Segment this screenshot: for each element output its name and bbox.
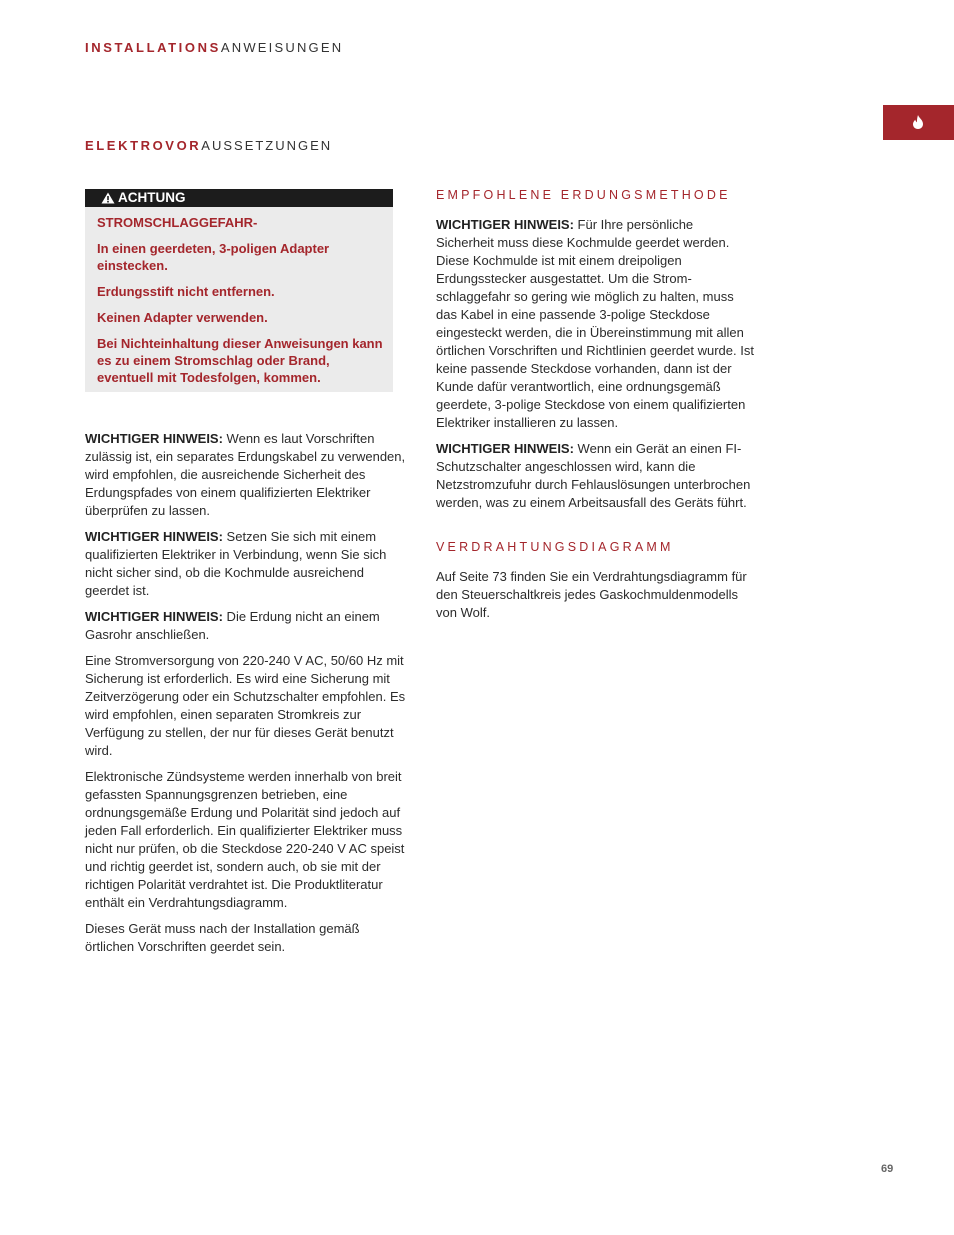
body-paragraph: Eine Stromversorgung von 220-240 V AC, 50/60 Hz mit Sicherung ist erforderlich. Es wird eine Sicherung mit Zeitverzögerung oder ein Schutzschalter empfohlen. Es wird empfohlen, einen separaten Stromkreis zur Verfügung zu stellen, der nur für dieses Gerät benutzt wird. xyxy=(85,653,406,758)
warning-line: Keinen Adapter verwenden. xyxy=(97,310,268,325)
note-paragraph xyxy=(436,440,754,512)
warning-box xyxy=(85,189,393,392)
page-header xyxy=(85,40,343,55)
warning-body xyxy=(85,207,393,392)
subheading-grounding: EMPFOHLENE ERDUNGSMETHODE xyxy=(436,188,731,202)
note-paragraph xyxy=(85,608,407,644)
flame-icon xyxy=(912,114,924,130)
note-lead: WICHTIGER HINWEIS: xyxy=(85,431,223,446)
note-paragraph xyxy=(436,216,754,432)
note-lead: WICHTIGER HINWEIS: xyxy=(436,441,574,456)
section-tab xyxy=(883,105,954,140)
page-number: 69 xyxy=(881,1163,894,1175)
note-lead: WICHTIGER HINWEIS: xyxy=(85,609,223,624)
note-lead: WICHTIGER HINWEIS: xyxy=(436,217,574,232)
note-text: Setzen Sie sich mit einem qualifizierten Elektriker in Verbindung, wenn Sie sich nicht sicher sind, ob die Kochmulde ausreichend geerdet ist. xyxy=(85,529,387,598)
warning-triangle-icon xyxy=(101,192,115,204)
body-paragraph: Auf Seite 73 finden Sie ein Verdrahtungsdiagramm für den Steuerschaltkreis jedes Gaskochmuldenmodells von Wolf. xyxy=(436,569,747,620)
section-bold: ELEKTROVOR xyxy=(85,138,202,153)
header-bold: INSTALLATIONS xyxy=(85,40,221,55)
note-lead: WICHTIGER HINWEIS: xyxy=(85,529,223,544)
section-title xyxy=(85,138,332,153)
warning-line: In einen geerdeten, 3-poligen Adapter einstecken. xyxy=(97,241,330,273)
note-paragraph xyxy=(85,528,407,600)
warning-line: STROMSCHLAGGEFAHR- xyxy=(97,215,258,230)
warning-label: ACHTUNG xyxy=(118,190,186,205)
subheading-wiring: VERDRAHTUNGSDIAGRAMM xyxy=(436,540,674,554)
header-rest: ANWEISUNGEN xyxy=(220,40,344,55)
warning-line: Bei Nichteinhaltung dieser Anweisungen kann es zu einem Stromschlag oder Brand, eventuell mit Todesfolgen, kommen. xyxy=(97,336,383,385)
section-rest: AUSSETZUNGEN xyxy=(201,138,333,153)
warning-header xyxy=(85,189,393,207)
note-text: Wenn es laut Vorschriften zulässig ist, ein separates Erdungskabel zu verwenden, wird empfohlen, die ausreichende Sicherheit des Erdungspfades von einem qualifizierten Elektriker überprüfen zu lassen. xyxy=(85,431,406,518)
right-column xyxy=(436,186,754,630)
body-paragraph: Elektronische Zündsysteme werden innerhalb von breit gefassten Spannungsgrenzen betrieben, eine ordnungsgemäße Erdung und Polarität sind jedoch auf jeden Fall erforderlich. Ein qualifizierter Elektriker muss nicht nur prüfen, ob die Steckdose 220-240 V AC speist und richtig geerdet ist, sondern auch, ob sie mit der richtigen Polarität verdrahtet ist. Die Produktliteratur enthält ein Verdrahtungsdiagramm. xyxy=(85,769,405,910)
note-paragraph xyxy=(85,430,407,520)
note-text: Die Erdung nicht an einem Gasrohr anschließen. xyxy=(85,609,380,642)
warning-line: Erdungsstift nicht entfernen. xyxy=(97,284,275,299)
note-text: Wenn ein Gerät an einen FI-Schutzschalter angeschlossen wird, kann die Netzstromzufuhr durch Fehlauslösungen unterbrochen werden, was zu einem Arbeitsausfall des Geräts führt. xyxy=(436,441,751,510)
body-paragraph: Dieses Gerät muss nach der Installation gemäß örtlichen Vorschriften geerdet sein. xyxy=(85,921,360,954)
left-column xyxy=(85,430,407,964)
note-text: Für Ihre persönliche Sicherheit muss diese Kochmulde geerdet werden. Diese Kochmulde ist mit einem dreipoligen Erdungsstecker ausgestattet. Um die Stromschlaggefahr so gering wie möglich zu halten, muss das Kabel in eine passende 3-polige Steckdose eingesteckt werden, die in Übereinstimmung mit allen örtlichen Vorschriften und Richtlinien geerdet wurde. Ist keine passende Steckdose vorhanden, dann ist der Kunde dafür verantwortlich, eine ordnungsgemäß geerdete, 3-polige Steckdose von einem qualifizierten Elektriker installieren zu lassen. xyxy=(436,217,754,430)
